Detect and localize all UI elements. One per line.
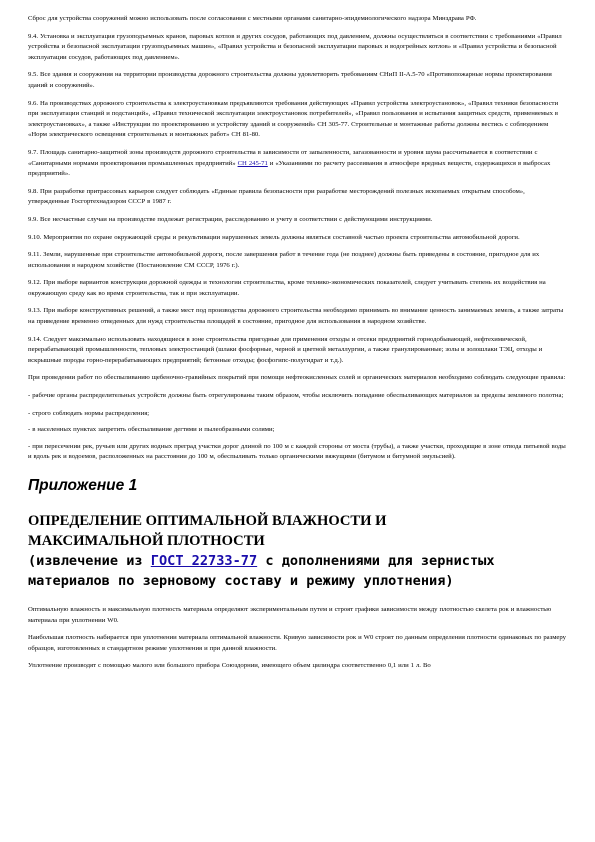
appendix-label: Приложение 1 [28,477,138,494]
paragraph: 9.12. При выборе вариантов конструкции дорожной одежды и технологии строительства, кроме технико-экономических показателей, следует учитывать степень их воздействия на окружающую среду как во время строительства, так и при эксплуатации. [28,279,546,297]
paragraph: При проведении работ по обеспыливанию щебеночно-гравийных покрытий при помощи нефтеокисленных солей и органических материалов необходимо соблюдать следующие правила: [28,374,566,382]
paragraph: Наибольшая плотность набирается при уплотнении материала оптимальной влажности. Кривую зависимости рок и W0 строят по данным определения плотности одинаковых по размеру образцов, изготовленных в стандартном режиме уплотнения и при данной влажности. [28,634,566,652]
paragraph [28,148,567,180]
paragraph: 9.10. Мероприятия по охране окружающей среды и рекультивации нарушенных земель должны являться составной частью проекта строительства автомобильной дороги. [28,233,520,241]
list-item: - строго соблюдать нормы распределения; [28,409,150,417]
list-item: - в населенных пунктах запретить обеспыливание дегтями и пылеобразными солями; [28,426,275,434]
paragraph: 9.11. Земли, нарушенные при строительстве автомобильной дороги, после завершения работ в течение года (не позднее) должны быть приведены в состояние, пригодное для их использования в народном хозяйстве (Постановление СМ СССР, 1976 г.). [28,251,540,269]
paragraph: 9.13. При выборе конструктивных решений, а также мест под производства дорожного строительства необходимо принимать во внимание ценность занимаемых земель, а также затраты на приведение временно отведенных для нужд строительства площадей в состояние, пригодное для использования в народном хозяйстве. [28,307,564,326]
appendix-title-line: ОПРЕДЕЛЕНИЕ ОПТИМАЛЬНОЙ ВЛАЖНОСТИ И [28,513,387,529]
appendix-title-line: МАКСИМАЛЬНОЙ ПЛОТНОСТИ [28,533,265,549]
gost-link-sn245[interactable]: СН 245-71 [237,159,268,167]
paragraph: Уплотнение производят с помощью малого или большого прибора Союздорнии, имеющего объем цилиндра соответственно 0,1 или 1 л. Во [28,662,431,670]
gost-link-22733[interactable]: ГОСТ 22733-77 [150,553,258,569]
paragraph-text: 9.7. Площадь санитарно-защитной зоны производств дорожного строительства в зависимости от запыленности, загазованности и уровня шума рассчитывается в соответствии с «Санитарными нормами проектирования промышленных предприятий» [28,148,538,167]
appendix-subtitle [28,551,567,591]
list-item: - при пересечении рек, ручьев или других водных преград участки дорог длиной по 100 м с каждой стороны от моста (трубы), а также участки, проходящие в зоне отвода питьевой воды и вдоль рек и водоемов, расположенных на расстоянии до 100 м, обеспыливать только органическими вяжущими (битумом и битумной эмульсией). [28,442,566,461]
subtitle-text: (извлечение из [28,553,151,569]
paragraph: 9.4. Установка и эксплуатация грузоподъемных кранов, паровых котлов и других сосудов, работающих под давлением, должны осуществляться в соответствии с требованиями «Правил устройства и безопасной эксплуатации грузоподъемных машин», «Правил устройства и безопасной эксплуатации паровых и водогрейных котлов» и «Правил устройства и безопасной эксплуатации сосудов, работающих под давлением». [28,32,562,61]
appendix-title [28,511,567,551]
paragraph: 9.6. На производствах дорожного строительства к электроустановкам предъявляются требования действующих «Правил устройства электроустановок», «Правил техники безопасности при эксплуатации станций и подстанций», «Правил технической эксплуатации электроустановок потребителей», «Правил пользования и испытания защитных средств, применяемых в электроустановках», а также «Инструкции по проектированию и устройству зданий и сооружений» СН 305-77. Строительные и монтажные работы должны вестись с соблюдением «Норм электрического освещения строительных и монтажных работ» СН 81-80. [28,99,559,139]
paragraph-text: и «Указаниями по расчету рассеивания в атмосфере вредных веществ, содержащихся в выбросах предприятий». [28,159,551,178]
paragraph: 9.8. При разработке притрассовых карьеров следует соблюдать «Единые правила безопасности при разработке месторождений полезных ископаемых открытым способом», утвержденные Госгортехнадзором СССР в 1987 г. [28,187,525,206]
paragraph: 9.14. Следует максимально использовать находящиеся в зоне строительства пригодные для применения отходы и отсеки предприятий горнодобывающей, нефтехимической, перерабатывающей промышленности, тепловых электростанций (шлаки фосфорные, черной и цветной металлургии, а также гранулированные; золы и золошлаки ТЭЦ, отходы и вскрышные породы горно-перерабатывающих предприятий; бетонные отходы; фосфогипс-полугидрат и т.д.). [28,335,543,364]
paragraph: Оптимальную влажность и максимальную плотность материала определяют экспериментальным путем и строят графики зависимости между плотностью скелета рок и влажностью материала при уплотнении W0. [28,606,552,624]
subtitle-text: с дополнениями для зернистых материалов по зерновому составу и режиму уплотнения) [28,553,495,589]
list-item: - рабочие органы распределительных устройств должны быть отрегулированы таким образом, чтобы исключить попадание обеспыливающих материалов за пределы земляного полотна; [28,392,564,400]
paragraph: 9.5. Все здания и сооружения на территории производства дорожного строительства должны удовлетворять требованиям СНиП II-А.5-70 «Противопожарные нормы проектирования зданий и сооружений». [28,71,552,89]
paragraph: 9.9. Все несчастные случаи на производстве подлежат регистрации, расследованию и учету в соответствии с действующими инструкциями. [28,215,433,223]
paragraph: Сброс для устройства сооружений можно использовать после согласования с местными органами санитарно-эпидемиологического надзора Минздрава РФ. [28,15,477,22]
